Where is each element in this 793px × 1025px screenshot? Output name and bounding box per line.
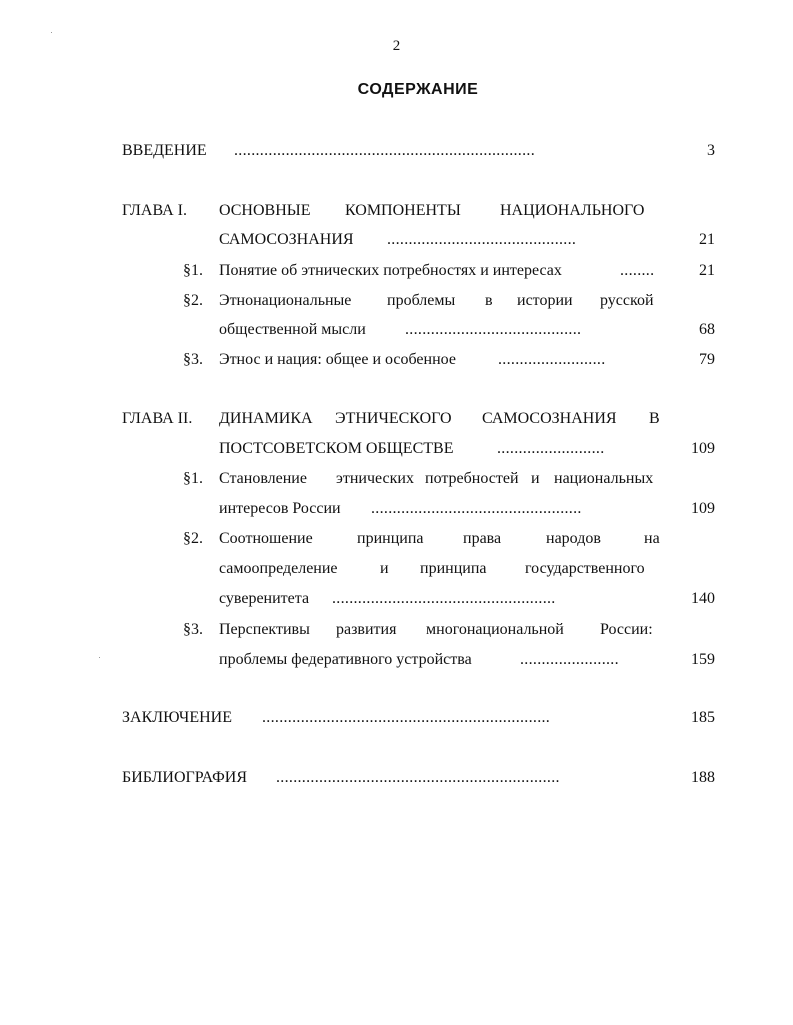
toc-leader-dots: ................................................................... bbox=[262, 709, 551, 726]
toc-page-number: 3 bbox=[707, 142, 715, 159]
toc-page-number: 159 bbox=[691, 651, 715, 668]
chapter-title-word: ОСНОВНЫЕ bbox=[219, 202, 311, 219]
section-title-word: потребностей bbox=[425, 470, 519, 487]
toc-leader-dots: ........ bbox=[620, 262, 655, 279]
section-title-word: Этнонациональные bbox=[219, 292, 352, 309]
toc-label: ВВЕДЕНИЕ bbox=[122, 142, 207, 159]
toc-page-number: 79 bbox=[699, 351, 715, 368]
toc-page-number: 68 bbox=[699, 321, 715, 338]
section-title-word: этнических bbox=[336, 470, 414, 487]
toc-label: БИБЛИОГРАФИЯ bbox=[122, 769, 248, 786]
section-title: Понятие об этнических потребностях и интересах bbox=[219, 262, 562, 279]
section-title-word: России: bbox=[600, 621, 653, 638]
chapter-label: ГЛАВА II. bbox=[122, 410, 193, 427]
page-number: 2 bbox=[392, 38, 401, 54]
section-title-word: национальных bbox=[554, 470, 654, 487]
section-number: §1. bbox=[183, 262, 203, 279]
section-title-line2: интересов России bbox=[219, 500, 341, 517]
section-title-word: права bbox=[463, 530, 502, 547]
chapter-label: ГЛАВА I. bbox=[122, 202, 187, 219]
section-title-word: Перспективы bbox=[219, 621, 310, 638]
section-title-line2: общественной мысли bbox=[219, 321, 366, 338]
section-title: Этнос и нация: общее и особенное bbox=[219, 351, 456, 368]
chapter-title-word: В bbox=[649, 410, 660, 427]
toc-leader-dots: ...................................................................... bbox=[234, 142, 535, 159]
toc-leader-dots: ....................... bbox=[520, 651, 619, 668]
section-title-word: русской bbox=[600, 292, 654, 309]
section-title-word: принципа bbox=[420, 560, 487, 577]
section-number: §1. bbox=[183, 470, 203, 487]
toc-leader-dots: ................................................. bbox=[371, 500, 582, 517]
toc-leader-dots: .................................................... bbox=[332, 590, 556, 607]
toc-page-number: 185 bbox=[691, 709, 715, 726]
section-title-word: государственного bbox=[525, 560, 645, 577]
section-number: §2. bbox=[183, 292, 203, 309]
toc-page-number: 21 bbox=[699, 262, 715, 279]
section-title-word: Становление bbox=[219, 470, 307, 487]
section-title-word: в bbox=[485, 292, 493, 309]
chapter-title-word: НАЦИОНАЛЬНОГО bbox=[500, 202, 645, 219]
section-number: §3. bbox=[183, 351, 203, 368]
section-title-line3: суверенитета bbox=[219, 590, 310, 607]
section-number: §3. bbox=[183, 621, 203, 638]
toc-leader-dots: ......................... bbox=[497, 440, 605, 457]
toc-leader-dots: ......................................... bbox=[405, 321, 582, 338]
section-title-word: на bbox=[644, 530, 660, 547]
chapter-title-line2: САМОСОЗНАНИЯ bbox=[219, 231, 354, 248]
section-title-word: истории bbox=[517, 292, 573, 309]
toc-leader-dots: .................................................................. bbox=[276, 769, 560, 786]
section-title-word: принципа bbox=[357, 530, 424, 547]
section-title-word: и bbox=[380, 560, 389, 577]
section-title-word: самоопределение bbox=[219, 560, 338, 577]
chapter-title-word: САМОСОЗНАНИЯ bbox=[482, 410, 617, 427]
section-title-word: Соотношение bbox=[219, 530, 313, 547]
toc-leader-dots: ......................... bbox=[498, 351, 606, 368]
page-title: СОДЕРЖАНИЕ bbox=[357, 81, 479, 98]
section-title-word: и bbox=[531, 470, 540, 487]
toc-page-number: 21 bbox=[699, 231, 715, 248]
section-title-line2: проблемы федеративного устройства bbox=[219, 651, 472, 668]
toc-label: ЗАКЛЮЧЕНИЕ bbox=[122, 709, 232, 726]
chapter-title-word: ЭТНИЧЕСКОГО bbox=[335, 410, 452, 427]
section-title-word: развития bbox=[336, 621, 397, 638]
section-title-word: проблемы bbox=[387, 292, 456, 309]
chapter-title-word: КОМПОНЕНТЫ bbox=[345, 202, 461, 219]
toc-page-number: 109 bbox=[691, 440, 715, 457]
toc-page-number: 140 bbox=[691, 590, 715, 607]
chapter-title-word: ДИНАМИКА bbox=[219, 410, 313, 427]
section-number: §2. bbox=[183, 530, 203, 547]
toc-leader-dots: ............................................ bbox=[387, 231, 577, 248]
toc-page-number: 188 bbox=[691, 769, 715, 786]
section-title-word: народов bbox=[546, 530, 601, 547]
chapter-title-line2: ПОСТСОВЕТСКОМ ОБЩЕСТВЕ bbox=[219, 440, 454, 457]
section-title-word: многонациональной bbox=[426, 621, 564, 638]
toc-page-number: 109 bbox=[691, 500, 715, 517]
